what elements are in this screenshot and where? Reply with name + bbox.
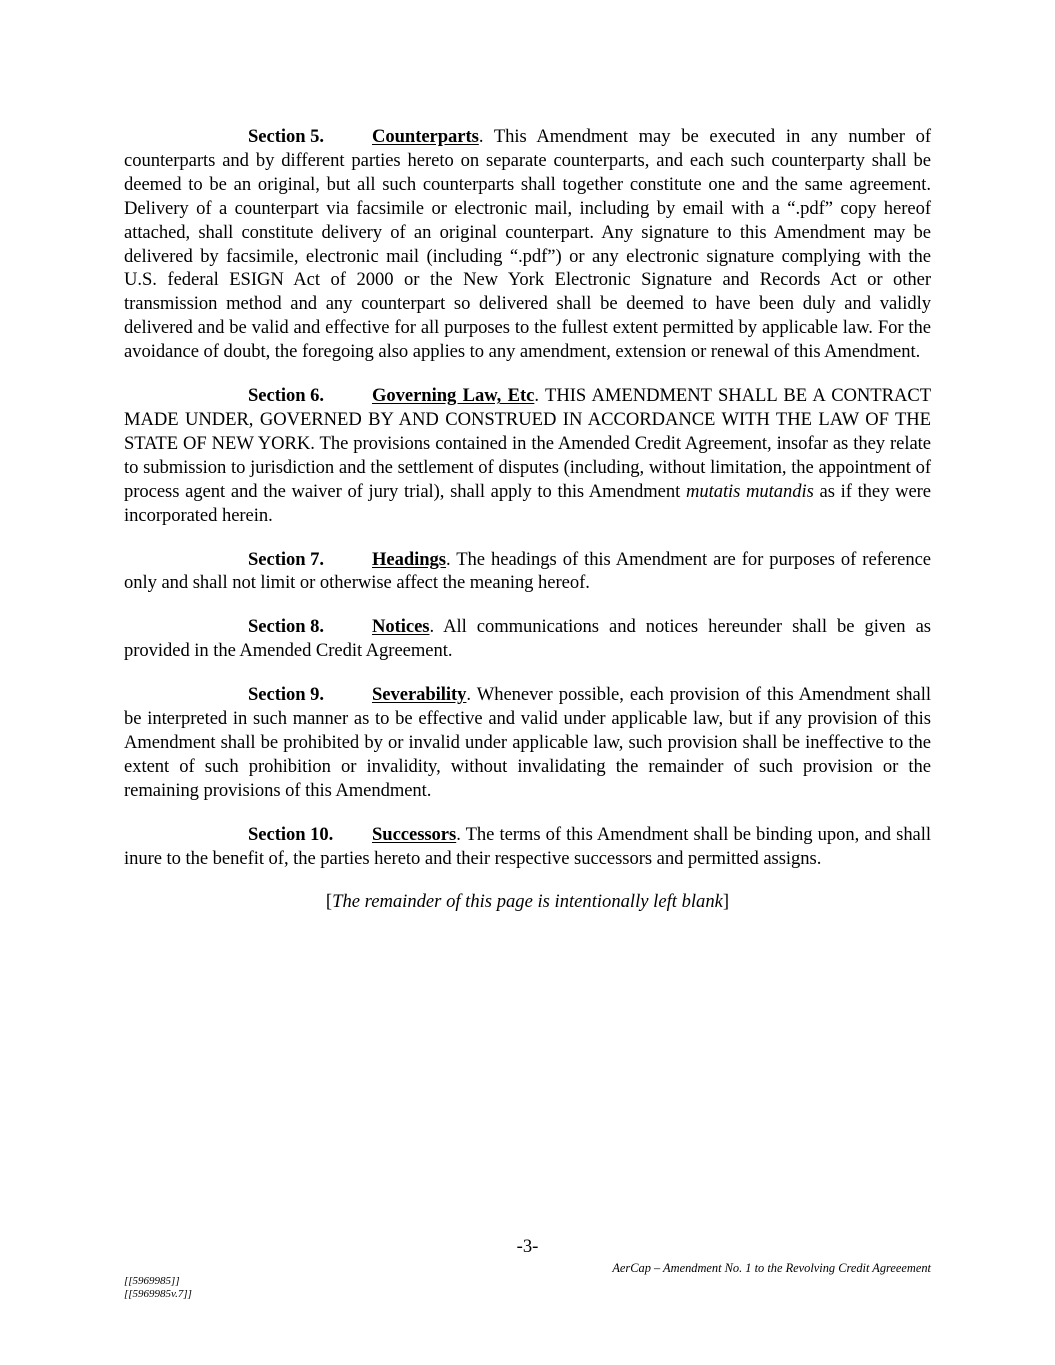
section-8 [124, 615, 931, 663]
doc-id-2: [[5969985v.7]] [124, 1288, 192, 1300]
section-10 [124, 823, 931, 871]
section-text: . Whenever possible, each provision of this Amendment shall be interpreted in such manner as to be effective and valid under applicable law, but if any provision of this Amendment shall be prohibited by or invalid under applicable law, such provision shall be ineffective to the extent of such prohibition or invalidity, without invalidating the remainder of such provision or the remaining provisions of this Amendment. [124, 684, 931, 801]
section-title: Notices [372, 616, 430, 638]
open-bracket: [ [325, 891, 333, 913]
close-bracket: ] [722, 891, 730, 913]
section-title: Successors [372, 823, 457, 845]
section-number: Section 8. [248, 616, 324, 638]
section-title: Governing Law, Etc [372, 385, 535, 407]
remainder-note [124, 890, 931, 914]
section-number: Section 5. [248, 126, 324, 147]
section-title: Counterparts [372, 126, 479, 147]
section-title: Headings [372, 548, 446, 570]
section-7 [124, 548, 931, 596]
footer-document-title: AerCap – Amendment No. 1 to the Revolving Credit Agreeement [612, 1261, 931, 1275]
section-6 [124, 384, 931, 527]
remainder-text: The remainder of this page is intentionally left blank [332, 891, 723, 913]
page-number: -3- [516, 1236, 539, 1257]
document-body [124, 125, 931, 933]
doc-id-1: [[5969985]] [124, 1275, 180, 1287]
section-number: Section 7. [248, 548, 324, 570]
section-text: . THIS AMENDMENT SHALL BE A CONTRACT MADE UNDER, GOVERNED BY AND CONSTRUED IN ACCORDANCE WITH THE LAW OF THE STATE OF NEW YORK. The provisions contained in the Amended Credit Agreement, insofar as they relate to submission to jurisdiction and the settlement of disputes (including, without limitation, the appointment of process agent and the waiver of jury trial), shall apply to this Amendment [124, 385, 932, 502]
section-number: Section 10. [248, 823, 334, 845]
section-title: Severability [372, 684, 467, 706]
section-text-after: as if they were incorporated herein. [124, 480, 931, 526]
section-number: Section 6. [248, 385, 324, 407]
section-9 [124, 683, 931, 803]
section-text: . The terms of this Amendment shall be binding upon, and shall inure to the benefit of, the parties hereto and their respective successors and permitted assigns. [124, 823, 931, 869]
section-text: . This Amendment may be executed in any number of counterparts and by different parties hereto on separate counterparts, and each such counterparty shall be deemed to be an original, but all such counterparts shall together constitute one and the same agreement. Delivery of a counterpart via facsimile or electronic mail, including by email with a “.pdf” copy hereof attached, shall constitute delivery of an original counterpart. Any signature to this Amendment may be delivered by facsimile, electronic mail (including “.pdf”) or any electronic signature complying with the U.S. federal ESIGN Act of 2000 or the New York Electronic Signature and Records Act or other transmission method and any counterpart so delivered shall be deemed to have been duly and validly delivered and be valid and effective for all purposes to the fullest extent permitted by applicable law. For the avoidance of doubt, the foregoing also applies to any amendment, extension or renewal of this Amendment. [124, 126, 931, 363]
section-text: . The headings of this Amendment are for purposes of reference only and shall not limit or otherwise affect the meaning hereof. [124, 548, 931, 594]
document-ids [124, 1275, 192, 1301]
section-text: . All communications and notices hereunder shall be given as provided in the Amended Credit Agreement. [124, 616, 931, 662]
section-5 [124, 125, 931, 364]
section-number: Section 9. [248, 684, 324, 706]
section-italic-text: mutatis mutandis [685, 480, 814, 502]
